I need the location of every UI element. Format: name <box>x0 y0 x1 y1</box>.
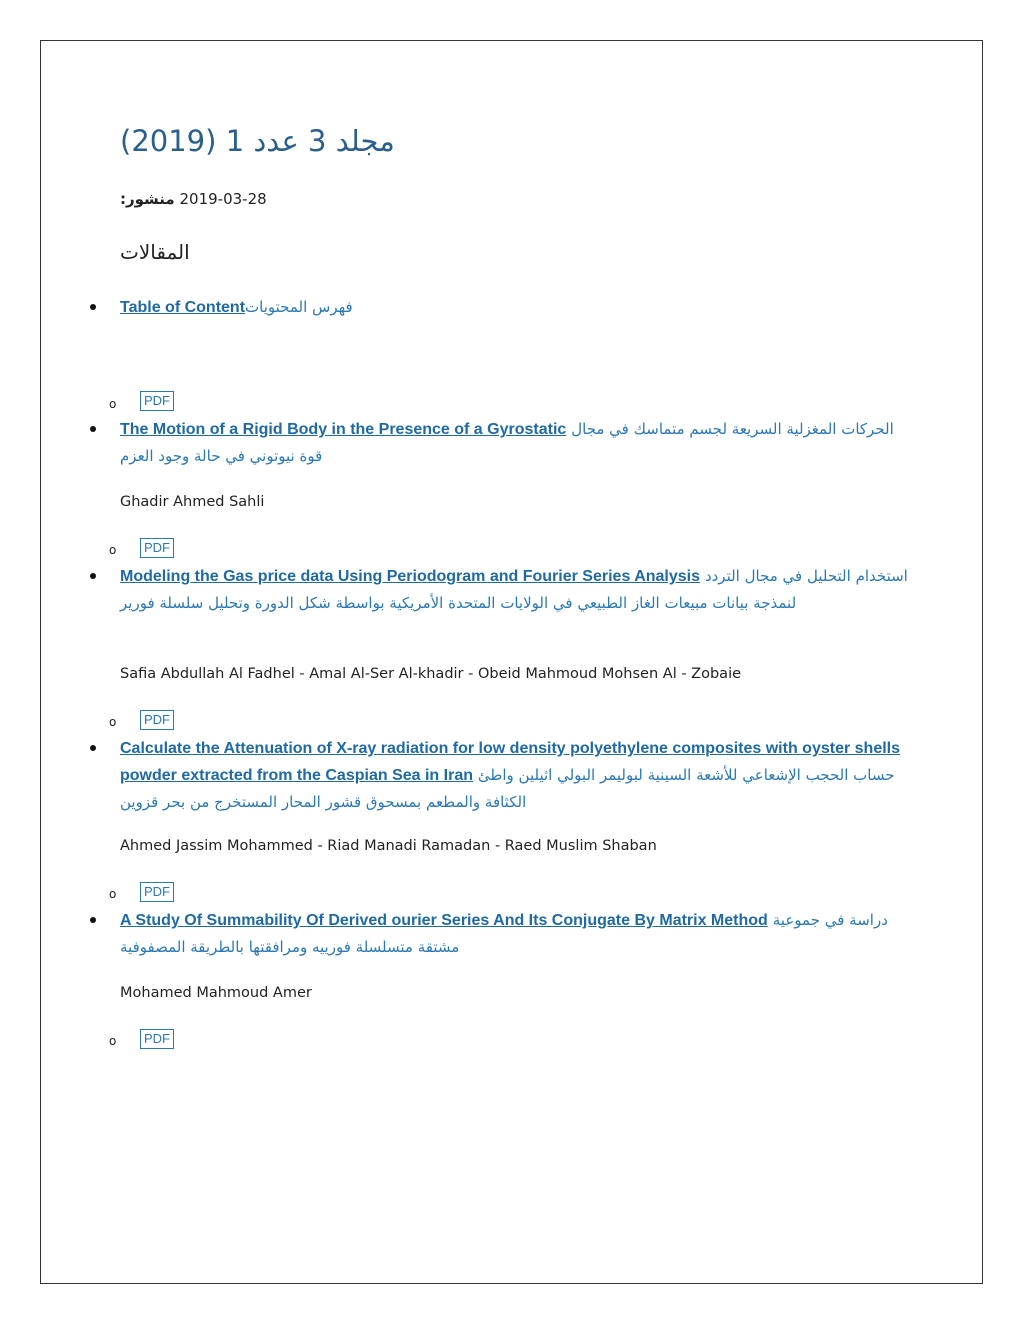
sub-bullet: o <box>109 397 117 411</box>
toc-entry <box>120 294 910 321</box>
issue-title: مجلد 3 عدد 1 (2019) <box>120 124 395 158</box>
published-date: 2019-03-28 <box>179 190 267 208</box>
list-bullet <box>88 745 98 751</box>
pdf-button[interactable]: PDF <box>140 538 174 558</box>
article-authors: Safia Abdullah Al Fadhel - Amal Al-Ser Al-khadir - Obeid Mahmoud Mohsen Al - Zobaie <box>120 666 742 682</box>
article-arabic-title: حساب الحجب الإشعاعي للأشعة السينية لبوليمر البولي اثيلين واطئ الكثافة والمطعم بمسحوق قشور المحار المستخرج من بحر قزوين <box>120 766 895 811</box>
toc-link[interactable]: Table of Content <box>120 299 246 316</box>
article-arabic-title: استخدام التحليل في مجال التردد لنمذجة بيانات مبيعات الغاز الطبيعي في الولايات المتحدة الأمريكية بواسطة شكل الدورة وتحليل سلسلة فورير <box>120 567 908 612</box>
article-entry <box>120 563 910 616</box>
pdf-button[interactable]: PDF <box>140 391 174 411</box>
article-link[interactable]: The Motion of a Rigid Body in the Presence of a Gyrostatic <box>120 421 567 438</box>
list-bullet <box>88 573 98 579</box>
article-entry <box>120 735 910 815</box>
sub-bullet: o <box>109 715 117 729</box>
pdf-button[interactable]: PDF <box>140 882 174 902</box>
article-authors: Ahmed Jassim Mohammed - Riad Manadi Ramadan - Raed Muslim Shaban <box>120 838 657 854</box>
sub-bullet: o <box>109 1034 117 1048</box>
published-label: منشور: <box>120 190 175 208</box>
list-bullet <box>88 917 98 923</box>
article-authors: Ghadir Ahmed Sahli <box>120 494 265 510</box>
section-heading: المقالات <box>120 240 190 264</box>
pdf-button[interactable]: PDF <box>140 1029 174 1049</box>
article-arabic-title: دراسة في جموعية مشتقة متسلسلة فورييه ومرافقتها بالطريقة المصفوفية <box>120 911 888 956</box>
pdf-button[interactable]: PDF <box>140 710 174 730</box>
toc-arabic-title: فهرس المحتويات <box>245 298 353 316</box>
article-link[interactable]: A Study Of Summability Of Derived ourier Series And Its Conjugate By Matrix Method <box>120 912 768 929</box>
article-arabic-title: الحركات المغزلية السريعة لجسم متماسك في مجال قوة نيوتوني في حالة وجود العزم <box>120 420 894 465</box>
published-line <box>120 190 267 208</box>
list-bullet <box>88 304 98 310</box>
article-authors: Mohamed Mahmoud Amer <box>120 985 312 1001</box>
article-link[interactable]: Calculate the Attenuation of X-ray radiation for low density polyethylene composites with oyster shells powder extracted from the Caspian Sea in Iran <box>120 740 900 784</box>
article-link[interactable]: Modeling the Gas price data Using Periodogram and Fourier Series Analysis <box>120 568 700 585</box>
article-entry <box>120 907 910 960</box>
sub-bullet: o <box>109 543 117 557</box>
page-frame <box>40 40 983 1284</box>
list-bullet <box>88 426 98 432</box>
sub-bullet: o <box>109 887 117 901</box>
article-entry <box>120 416 910 469</box>
